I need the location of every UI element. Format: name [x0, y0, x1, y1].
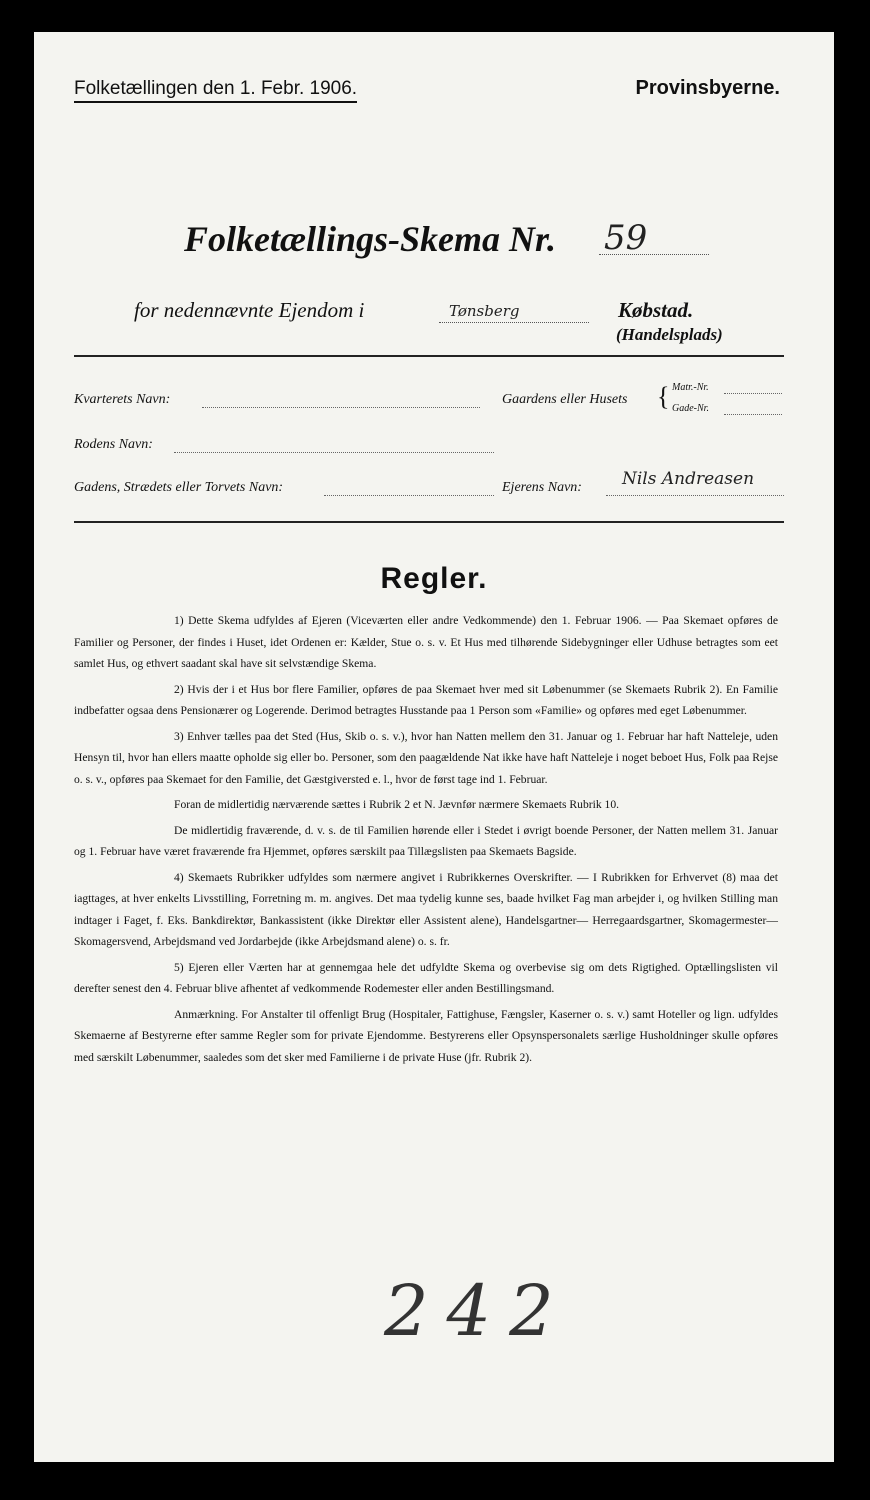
form-title: Folketællings-Skema Nr.: [184, 219, 557, 259]
matr-field: [724, 393, 782, 394]
ejer-label: Ejerens Navn:: [502, 480, 582, 495]
town-line: [439, 322, 589, 323]
rule-paragraph: 3) Enhver tælles paa det Sted (Hus, Skib o. s. v.), hvor han Natten mellem den 31. Januar og 1. Februar har haft Natteleje, uden Hensyn til, hvor han ellers maatte opholde sig eller bo. Personer, som den paagældende Nat ikke have haft Natteleje i noget beboet Hus, Folk paa Rejse o. s. v., opføres paa Skemaet for den Familie, det Gæstgiversted e. l., hvor de først tage ind 1. Februar.: [74, 729, 778, 786]
owner-handwritten: Nils Andreasen: [622, 469, 755, 489]
gade-field: [324, 495, 494, 496]
rule-paragraph: De midlertidig fraværende, d. v. s. de til Familien hørende eller i Stedet i øvrigt boende Personer, der Natten mellem 31. Januar og 1. Februar have været fraværende fra Hjemmet, opføres særskilt paa Tillægslisten paa Skemaets Bagside.: [74, 823, 778, 858]
gade-nr-field: [724, 414, 782, 415]
rule-paragraph: 5) Ejeren eller Værten har at gennemgaa hele det udfyldte Skema og overbevise sig om dets Rigtighed. Optællingslisten vil derefter senest den 4. Februar blive afhentet af vedkommende Rodemester eller anden Bestillingsmand.: [74, 960, 778, 995]
gade-label: Gadens, Strædets eller Torvets Navn:: [74, 480, 284, 495]
property-subtitle: for nedennævnte Ejendom i: [134, 298, 365, 322]
rules-heading: Regler.: [380, 562, 488, 595]
page-number-handwritten: 242: [384, 1270, 572, 1352]
brace-glyph: {: [657, 382, 670, 411]
rode-label: Rodens Navn:: [74, 437, 153, 452]
town-handwritten: Tønsberg: [449, 302, 520, 320]
rode-field: [174, 452, 494, 453]
kobstad-label: Købstad.: [618, 298, 694, 322]
rule-paragraph: 4) Skemaets Rubrikker udfyldes som nærmere angivet i Rubrikkernes Overskrifter. — I Rubrikken for Erhvervet (8) maa det iagttages, at hver enkelts Livsstilling, Forretning m. m. angives. Det maa tydelig kunne ses, baade hvilket Fag man arbejder i, og hvilken Stilling man indtager i Faget, f. Eks. Bankdirektør, Bankassistent (ikke Direktør eller Assistent alene), Handelsgartner— Herregaardsgartner, Skomagermester—Skomagersvend, Arbejdsmand ved Jordarbejde (ikke Arbejdsmand alene) o. s. fr.: [74, 870, 778, 948]
rules-body: [74, 610, 778, 1072]
census-form-page: [34, 32, 834, 1462]
divider-top: [74, 355, 784, 357]
region-header: Provinsbyerne.: [635, 77, 780, 99]
form-number-handwritten: 59: [604, 218, 648, 258]
rule-paragraph: 2) Hvis der i et Hus bor flere Familier, opføres de paa Skemaet hver med sit Løbenummer (se Skemaets Rubrik 2). En Familie indbefatter ogsaa dens Pensionærer og Logerende. Derimod betragtes Husstande paa 1 Person som «Familie» og opføres med eget Løbenummer.: [74, 682, 778, 717]
rule-paragraph: Foran de midlertidig nærværende sættes i Rubrik 2 et N. Jævnfør nærmere Skemaets Rubrik 10.: [174, 798, 620, 811]
matr-label: Matr.-Nr.: [672, 382, 709, 393]
ejer-field: [606, 495, 784, 496]
kvarter-label: Kvarterets Navn:: [74, 392, 171, 407]
rule-paragraph: 1) Dette Skema udfyldes af Ejeren (Viceværten eller andre Vedkommende) den 1. Februar 1906. — Paa Skemaet opføres de Familier og Personer, der findes i Huset, idet Ordenen er: Kælder, Stue o. s. v. Et Hus med tilhørende Sidebygninger eller Udhuse betragtes som eet samlet Hus, og ethvert saadant skal have sit selvstændige Skema.: [74, 614, 778, 670]
gaard-label: Gaardens eller Husets: [502, 392, 628, 407]
handelsplads-label: (Handelsplads): [616, 325, 723, 344]
divider-bottom: [74, 521, 784, 523]
remark-paragraph: Anmærkning. For Anstalter til offenligt Brug (Hospitaler, Fattighuse, Fængsler, Kaserner o. s. v.) samt Hoteller og lign. udfyldes Skemaerne af Bestyrerne efter samme Regler som for private Ejendomme. Bestyrerens eller Opsynspersonalets særlige Husholdninger skulle opføres med særskilt Løbenummer, saaledes som det sker med Familierne i de private Huse (jfr. Rubrik 2).: [74, 1007, 778, 1064]
kvarter-field: [202, 407, 480, 408]
census-date-header: Folketællingen den 1. Febr. 1906.: [74, 78, 357, 103]
gade-nr-label: Gade-Nr.: [672, 403, 709, 414]
